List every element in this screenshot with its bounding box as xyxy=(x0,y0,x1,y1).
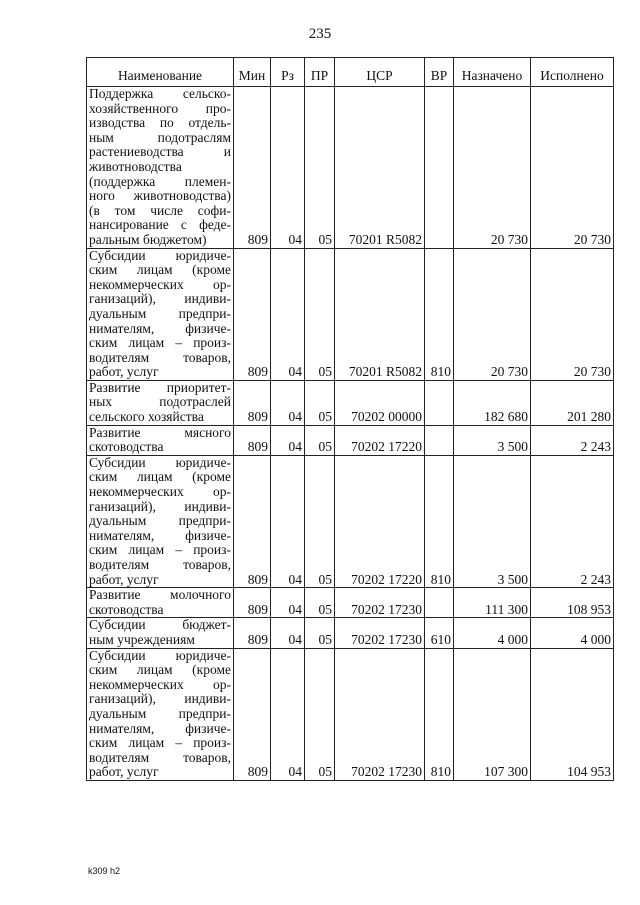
table-row xyxy=(87,588,614,618)
cell-csr: 70202 17230 xyxy=(335,618,425,648)
name-line: некоммерческих ор- xyxy=(89,484,231,500)
table-row xyxy=(87,618,614,648)
name-line: ским лицам (кроме xyxy=(89,662,231,678)
cell-min: 809 xyxy=(234,248,271,380)
cell-vr: 810 xyxy=(425,248,454,380)
name-line: сельского хозяйства xyxy=(89,409,204,425)
name-line: нимателям, физиче- xyxy=(89,527,231,543)
budget-table xyxy=(86,57,614,781)
cell-min: 809 xyxy=(234,648,271,780)
cell-name xyxy=(87,455,234,587)
name-line: водителям товаров, xyxy=(89,349,231,365)
cell-vr xyxy=(425,588,454,618)
name-line: растениеводства и xyxy=(89,144,231,160)
cell-vr: 810 xyxy=(425,455,454,587)
name-line: работ, услуг xyxy=(89,364,159,380)
name-line: ным учреждениям xyxy=(89,631,195,647)
header-pr: ПР xyxy=(305,58,335,87)
cell-executed: 2 243 xyxy=(531,425,614,455)
cell-assigned: 4 000 xyxy=(454,618,531,648)
name-line: ским лицам (кроме xyxy=(89,262,231,278)
cell-executed: 2 243 xyxy=(531,455,614,587)
table-body xyxy=(87,87,614,781)
name-line: Субсидии бюджет- xyxy=(89,617,231,633)
table-row xyxy=(87,87,614,249)
name-line: нимателям, физиче- xyxy=(89,720,231,736)
cell-csr: 70202 00000 xyxy=(335,380,425,425)
cell-name xyxy=(87,425,234,455)
cell-csr: 70201 R5082 xyxy=(335,248,425,380)
table-header-row xyxy=(87,58,614,87)
cell-vr: 810 xyxy=(425,648,454,780)
name-line: дуальным предпри- xyxy=(89,705,231,721)
name-line: ганизаций), индиви- xyxy=(89,498,231,514)
cell-rz: 04 xyxy=(271,618,305,648)
cell-pr: 05 xyxy=(305,380,335,425)
name-line: скотоводства xyxy=(89,601,164,617)
name-line: некоммерческих ор- xyxy=(89,676,231,692)
cell-name xyxy=(87,87,234,249)
cell-assigned: 107 300 xyxy=(454,648,531,780)
name-line: (поддержка племен- xyxy=(89,173,231,189)
name-line: ганизаций), индиви- xyxy=(89,291,231,307)
name-line: Субсидии юридиче- xyxy=(89,647,231,663)
name-line: водителям товаров, xyxy=(89,749,231,765)
cell-min: 809 xyxy=(234,425,271,455)
name-line: ных подотраслей xyxy=(89,394,231,410)
name-line: нимателям, физиче- xyxy=(89,320,231,336)
name-line: скотоводства xyxy=(89,439,164,455)
cell-pr: 05 xyxy=(305,248,335,380)
name-line: нансирование с феде- xyxy=(89,217,231,233)
name-line: ским лицам (кроме xyxy=(89,469,231,485)
table-row xyxy=(87,648,614,780)
cell-pr: 05 xyxy=(305,87,335,249)
name-line: работ, услуг xyxy=(89,764,159,780)
header-executed: Исполнено xyxy=(531,58,614,87)
page-number: 235 xyxy=(308,26,332,42)
cell-executed: 20 730 xyxy=(531,87,614,249)
cell-pr: 05 xyxy=(305,425,335,455)
name-line: работ, услуг xyxy=(89,571,159,587)
cell-min: 809 xyxy=(234,455,271,587)
name-line: (в том числе софи- xyxy=(89,202,231,218)
name-line: Поддержка сельско- xyxy=(89,86,231,101)
header-rz: Рз xyxy=(271,58,305,87)
header-csr: ЦСР xyxy=(335,58,425,87)
cell-pr: 05 xyxy=(305,618,335,648)
name-line: ным подотраслям xyxy=(89,129,231,145)
header-min: Мин xyxy=(234,58,271,87)
name-line: ским лицам – произ- xyxy=(89,542,231,558)
name-line: Развитие приоритет- xyxy=(89,379,231,395)
cell-vr xyxy=(425,380,454,425)
header-vr: ВР xyxy=(425,58,454,87)
cell-executed: 4 000 xyxy=(531,618,614,648)
name-line: ским лицам – произ- xyxy=(89,335,231,351)
table-row xyxy=(87,248,614,380)
cell-csr: 70201 R5082 xyxy=(335,87,425,249)
name-line: ганизаций), индиви- xyxy=(89,691,231,707)
table-row xyxy=(87,380,614,425)
cell-pr: 05 xyxy=(305,455,335,587)
name-line: водителям товаров, xyxy=(89,557,231,572)
cell-csr: 70202 17220 xyxy=(335,455,425,587)
cell-rz: 04 xyxy=(271,648,305,780)
name-line: дуальным предпри- xyxy=(89,305,231,321)
cell-min: 809 xyxy=(234,380,271,425)
table-row xyxy=(87,425,614,455)
name-line: хозяйственного про- xyxy=(89,100,231,116)
name-line: ральным бюджетом) xyxy=(89,231,207,247)
cell-vr xyxy=(425,87,454,249)
cell-vr: 610 xyxy=(425,618,454,648)
cell-rz: 04 xyxy=(271,588,305,618)
cell-name xyxy=(87,380,234,425)
cell-csr: 70202 17220 xyxy=(335,425,425,455)
cell-assigned: 182 680 xyxy=(454,380,531,425)
cell-assigned: 20 730 xyxy=(454,248,531,380)
name-line: дуальным предпри- xyxy=(89,513,231,529)
cell-min: 809 xyxy=(234,87,271,249)
name-line: Субсидии юридиче- xyxy=(89,247,231,263)
cell-rz: 04 xyxy=(271,248,305,380)
name-line: Развитие молочного xyxy=(89,587,231,603)
cell-pr: 05 xyxy=(305,588,335,618)
cell-pr: 05 xyxy=(305,648,335,780)
header-name: Наименование xyxy=(87,58,234,87)
cell-assigned: 111 300 xyxy=(454,588,531,618)
cell-rz: 04 xyxy=(271,87,305,249)
name-line: Развитие мясного xyxy=(89,424,231,440)
name-line: ским лицам – произ- xyxy=(89,735,231,751)
table-row xyxy=(87,455,614,587)
name-line: некоммерческих ор- xyxy=(89,276,231,292)
name-line: Субсидии юридиче- xyxy=(89,454,231,470)
cell-assigned: 20 730 xyxy=(454,87,531,249)
cell-vr xyxy=(425,425,454,455)
cell-min: 809 xyxy=(234,588,271,618)
cell-rz: 04 xyxy=(271,455,305,587)
cell-executed: 108 953 xyxy=(531,588,614,618)
cell-name xyxy=(87,618,234,648)
cell-executed: 104 953 xyxy=(531,648,614,780)
cell-executed: 20 730 xyxy=(531,248,614,380)
cell-name xyxy=(87,588,234,618)
cell-rz: 04 xyxy=(271,425,305,455)
cell-csr: 70202 17230 xyxy=(335,648,425,780)
footer-code: k309 h2 xyxy=(88,866,121,876)
cell-executed: 201 280 xyxy=(531,380,614,425)
name-line: ного животноводства) xyxy=(89,188,231,204)
cell-assigned: 3 500 xyxy=(454,455,531,587)
cell-name xyxy=(87,248,234,380)
cell-rz: 04 xyxy=(271,380,305,425)
header-assigned: Назначено xyxy=(454,58,531,87)
name-line: изводства по отдель- xyxy=(89,115,231,131)
cell-name xyxy=(87,648,234,780)
cell-min: 809 xyxy=(234,618,271,648)
cell-csr: 70202 17230 xyxy=(335,588,425,618)
name-line: животноводства xyxy=(89,158,182,174)
cell-assigned: 3 500 xyxy=(454,425,531,455)
